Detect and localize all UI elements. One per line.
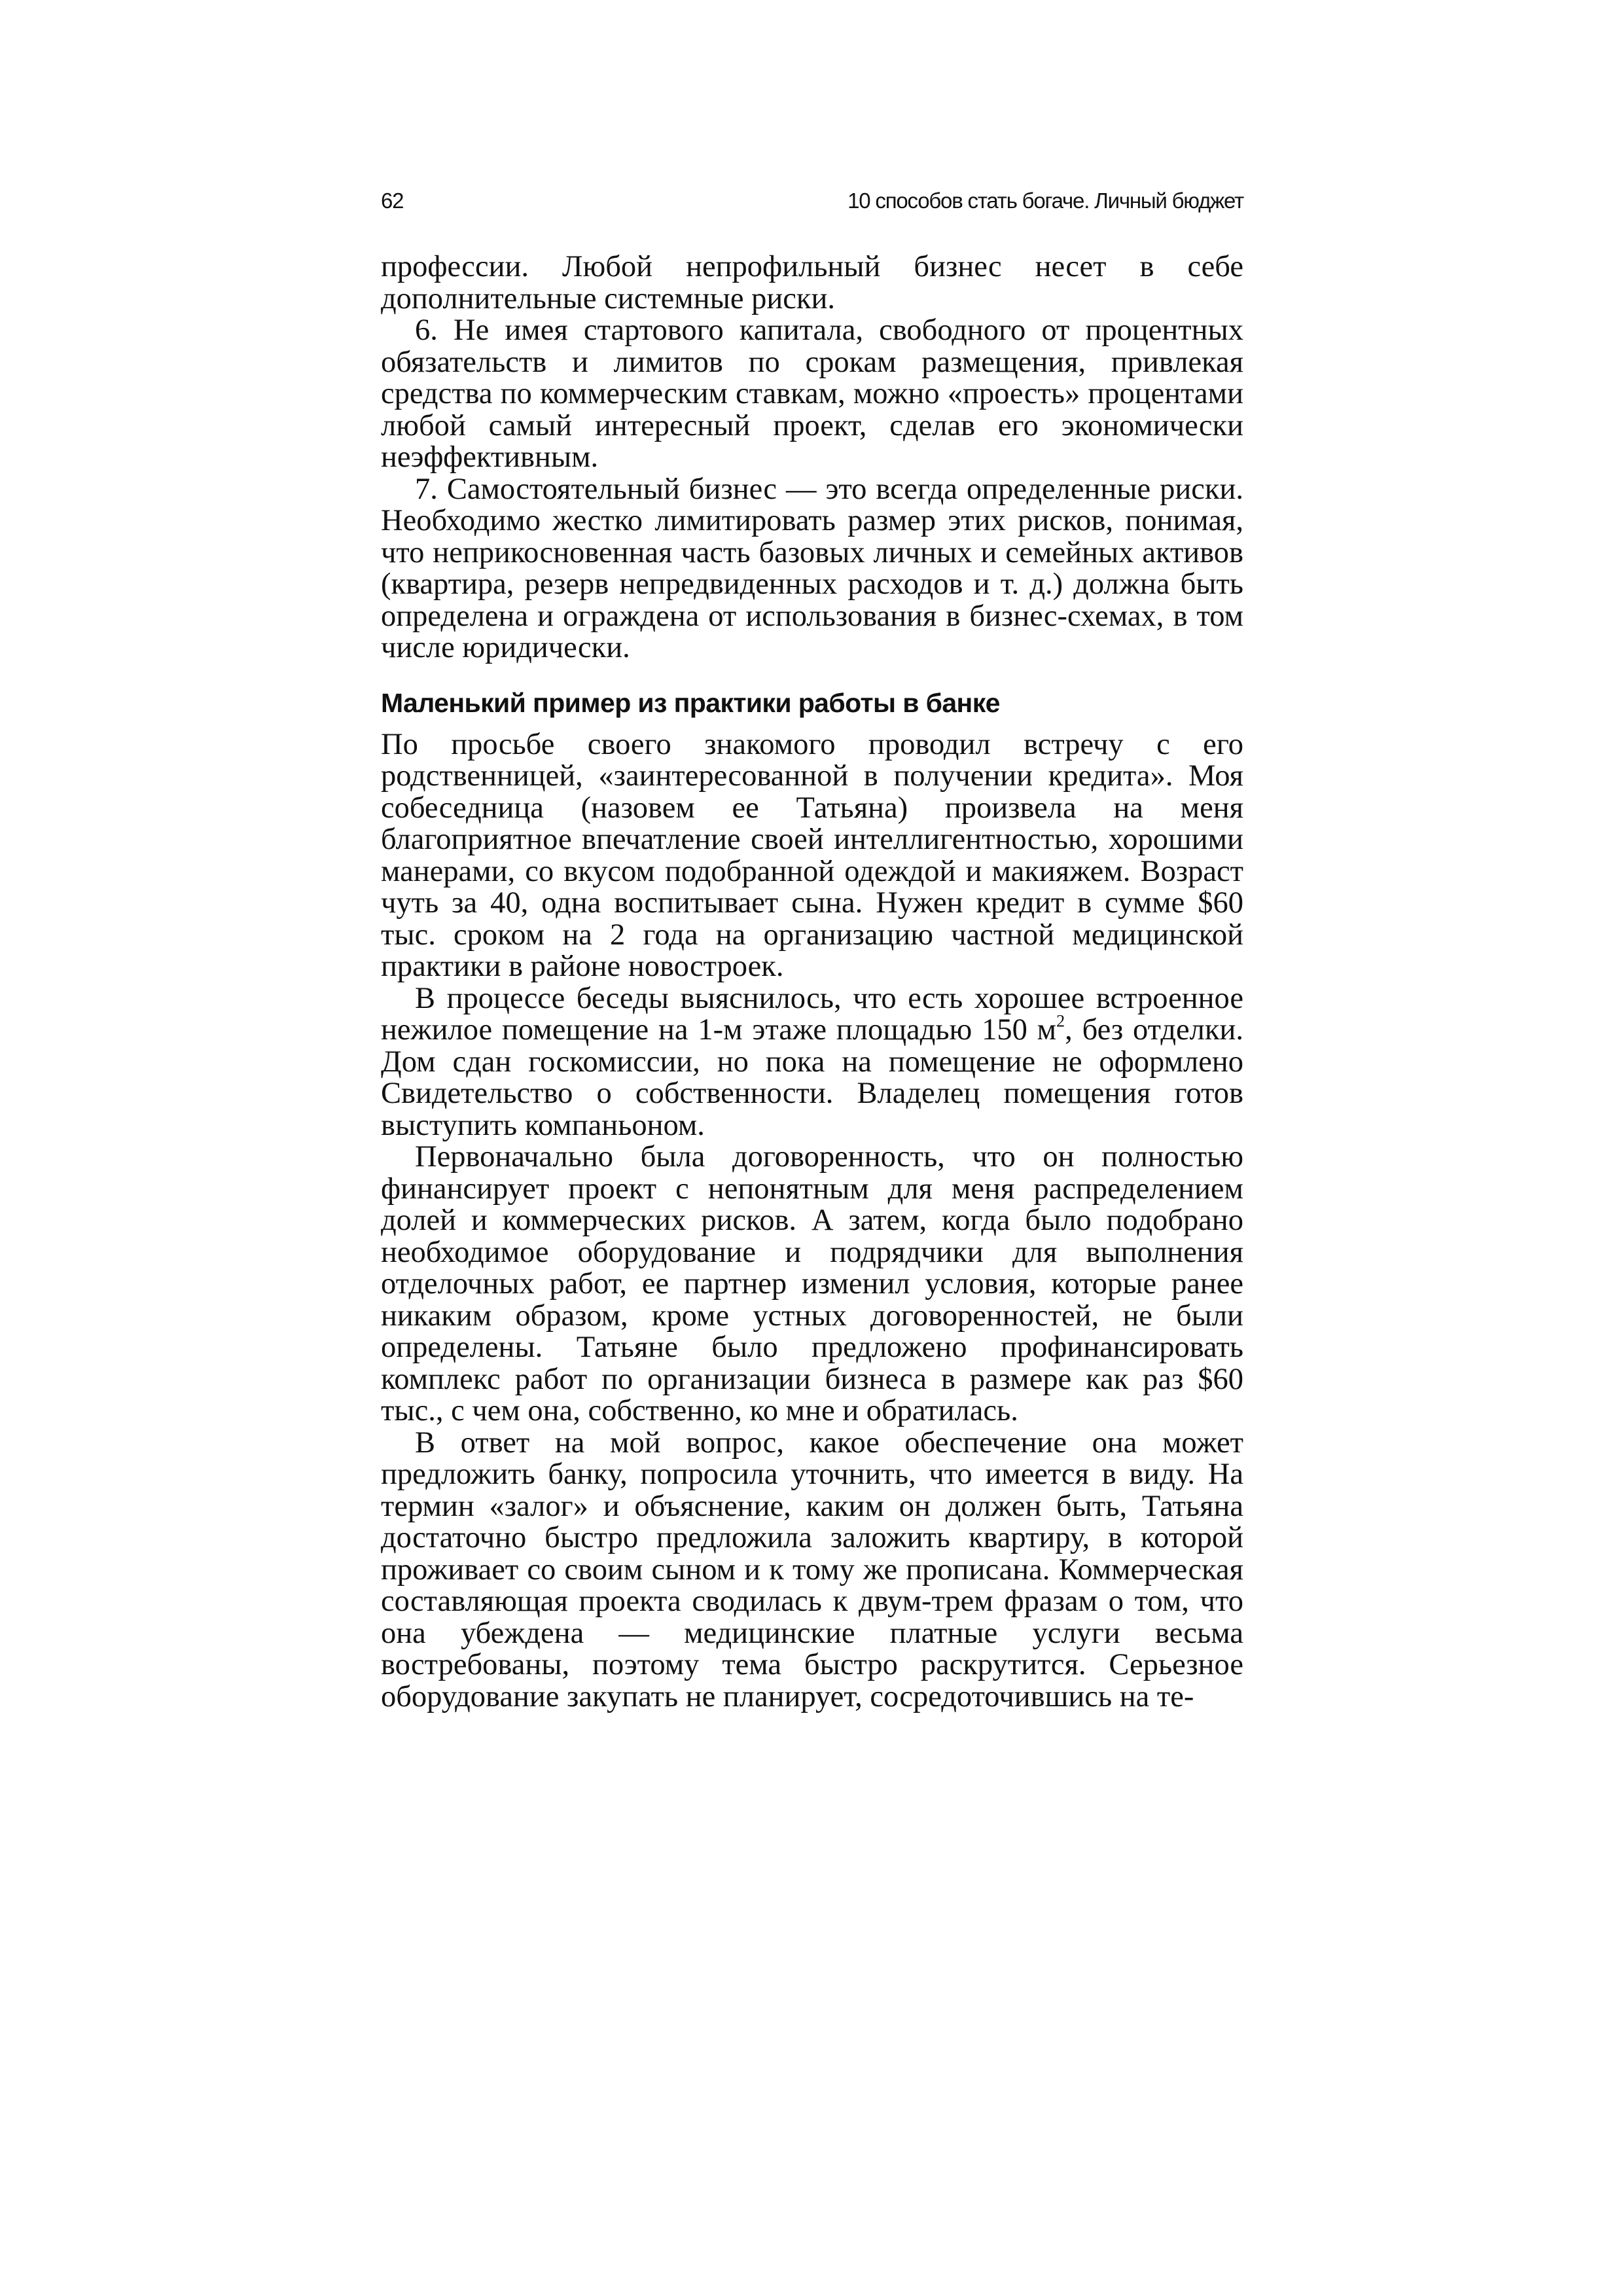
book-page — [381, 188, 1243, 1713]
page-number: 62 — [381, 188, 404, 213]
running-header — [381, 188, 1243, 223]
paragraph-item-7: 7. Самостоятельный бизнес — это всегда определенные риски. Необходимо жестко лимитировать размер этих рисков, понимая, что неприкосновенная часть базовых личных и семейных активов (квартира, резерв непредвиденных расходов и т. д.) должна быть определена и ограждена от использования в бизнес-схемах, в том числе юридически. — [381, 472, 1243, 664]
page-body — [381, 251, 1243, 1713]
square-meter-superscript: 2 — [1056, 1011, 1065, 1031]
paragraph-item-6: 6. Не имея стартового капитала, свободного от процентных обязательств и лимитов по срокам размещения, привлекая средства по коммерческим ставкам, можно «проесть» процентами любой самый интересный проект, сделав его экономически неэффективным. — [381, 314, 1243, 474]
paragraph-2-text-cont: , без отделки. Дом сдан госкомиссии, но пока на помещение не оформлено Свидетельство о собственности. Владелец помещения готов выступить компаньоном. — [381, 1013, 1243, 1142]
section-paragraph-2 — [381, 983, 1243, 1142]
running-title: 10 способов стать богаче. Личный бюджет — [847, 188, 1243, 213]
section-paragraph-3: Первоначально была договоренность, что он полностью финансирует проект с непонятным для меня распределением долей и коммерческих рисков. А затем, когда было подобрано необходимое оборудование и подрядчики для выполнения отделочных работ, ее партнер изменил условия, которые ранее никаким образом, кроме устных договоренностей, не были определены. Татьяне было предложено профинансировать комплекс работ по организации бизнеса в размере как раз $60 тыс., с чем она, собственно, ко мне и обратилась. — [381, 1140, 1243, 1427]
paragraph-continuation: профессии. Любой непрофильный бизнес несет в себе дополнительные системные риски. — [381, 250, 1243, 315]
section-heading: Маленький пример из практики работы в банке — [381, 687, 1000, 718]
paragraph-2-text: В процессе беседы выяснилось, что есть хорошее встроенное нежилое помещение на 1-м этаже площадью 150 м — [381, 981, 1243, 1047]
section-paragraph-1: По просьбе своего знакомого проводил встречу с его родственницей, «заинтересованной в получении кредита». Моя собеседница (назовем ее Татьяна) произвела на меня благоприятное впечатление своей интеллигентностью, хорошими манерами, со вкусом подобранной одеждой и макияжем. Возраст чуть за 40, одна воспитывает сына. Нужен кредит в сумме $60 тыс. сроком на 2 года на организацию частной медицинской практики в районе новостроек. — [381, 727, 1243, 983]
section-paragraph-4: В ответ на мой вопрос, какое обеспечение она может предложить банку, попросила уточнить, что имеется в виду. На термин «залог» и объяснение, каким он должен быть, Татьяна достаточно быстро предложила заложить квартиру, в которой проживает со своим сыном и к тому же прописана. Коммерческая составляющая проекта сводилась к двум-трем фразам о том, что она убеждена — медицинские платные услуги весьма востребованы, поэтому тема быстро раскрутится. Серьезное оборудование закупать не планирует, сосредоточившись на те- — [381, 1426, 1243, 1713]
